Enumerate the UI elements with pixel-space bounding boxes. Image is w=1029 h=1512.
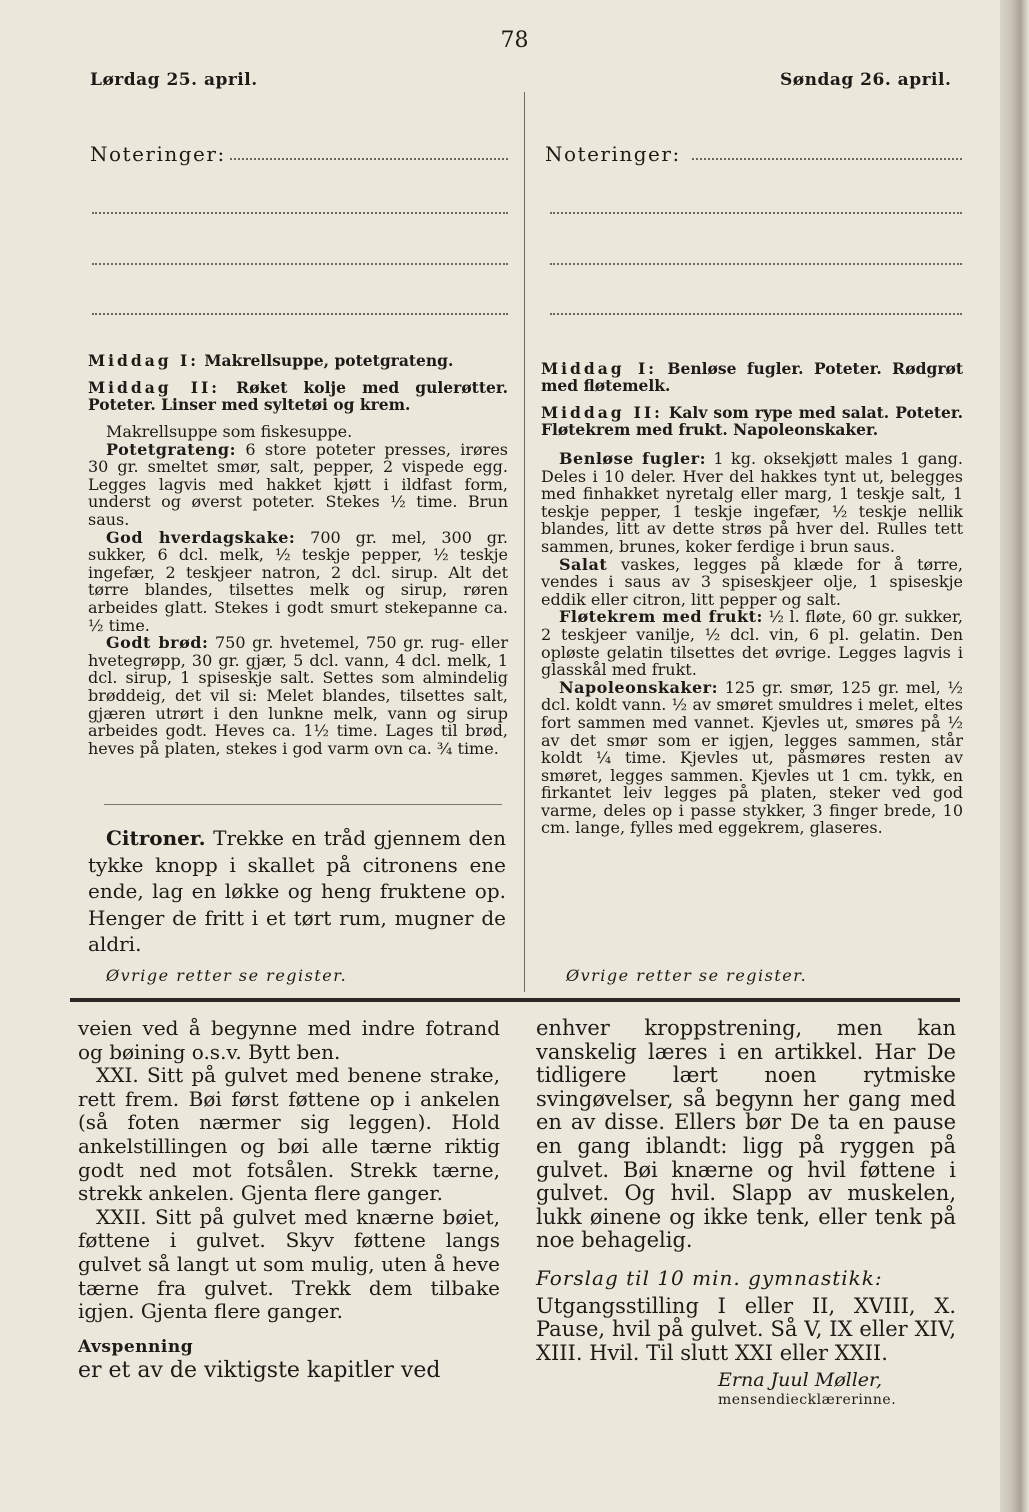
recipe-column-left bbox=[88, 352, 508, 757]
day-heading-right: Søndag 26. april. bbox=[780, 70, 952, 90]
tip-text: Trekke en tråd gjennem den tykke knopp i skallet på citronens ene ende, lag en løkke og heng fruktene op. Henger de fritt i et tørt rum, mugner de aldri. bbox=[88, 826, 507, 956]
recipe-paragraph: Potetgrateng: 6 store poteter presses, irøres 30 gr. smeltet smør, salt, pepper, 2 vispede egg. Legges lagvis med hakket kjøtt i ildfast form, underst og øverst poteter. Stekes ½ time. Brun saus. bbox=[88, 439, 508, 529]
notes-line bbox=[550, 212, 962, 214]
notes-label-right: Noteringer: bbox=[545, 142, 681, 166]
notes-line bbox=[92, 263, 508, 265]
tip-lead: Citroner. bbox=[106, 826, 206, 850]
article-paragraph: XXI. Sitt på gulvet med benene strake, rett frem. Bøi først føttene op i ankelen (så foten nærmer sig leggen). Hold ankelstillingen og bøi alle tærne riktig godt ned mot fotsålen. Strekk tærne, strekk ankelen. Gjenta flere ganger. bbox=[78, 1063, 500, 1206]
notes-line bbox=[92, 212, 508, 214]
recipe-paragraph: Godt brød: 750 gr. hvetemel, 750 gr. rug- eller hvetegrøpp, 30 gr. gjær, 5 dcl. vann, 4 dcl. melk, 1 dcl. sirup, 1 spiseskje salt. Settes som almindelig brøddeig, det vil si: Melet blandes, tilsettes salt, gjæren utrørt i den lunkne melk, vann og sirup arbeides godt. Heves ca. 1½ time. Lages til brød, heves på platen, stekes i god varm ovn ca. ¾ time. bbox=[88, 633, 508, 758]
notes-label-left: Noteringer: bbox=[90, 142, 226, 166]
article-paragraph: XXII. Sitt på gulvet med knærne bøiet, føttene i gulvet. Skyv føttene langs gulvet så langt ut som mulig, uten å heve tærne fra gulvet. Trekk dem tilbake igjen. Gjenta flere ganger. bbox=[78, 1204, 500, 1324]
article-paragraph: enhver kroppstrening, men kan vanskelig læres i en artikkel. Har De tidligere lært noen rytmiske svingøvelser, så begynn her gang med en av disse. Ellers bør De ta en pause en gang iblandt: ligg på ryggen på gulvet. Bøi knærne og hvil føttene i gulvet. Og hvil. Slapp av muskelen, lukk øinene og ikke tenk, eller tenk på noe behagelig. bbox=[536, 1016, 956, 1253]
day-heading-left: Lørdag 25. april. bbox=[90, 70, 258, 90]
menu-line: Middag I: Makrellsuppe, potetgrateng. bbox=[88, 351, 454, 370]
tip-box bbox=[88, 825, 506, 958]
menu-line: Middag I: Benløse fugler. Poteter. Rødgrøt med fløtemelk. bbox=[541, 359, 963, 395]
recipe-paragraph: Salat vaskes, legges på klæde for å tørre, vendes i saus av 3 spiseskjeer olje, 1 spiseskje eddik eller citron, litt pepper og salt. bbox=[541, 554, 964, 609]
recipe-paragraph: Fløtekrem med frukt: ½ l. fløte, 60 gr. sukker, 2 teskjeer vanilje, ½ dcl. vin, 6 pl. gelatin. Den opløste gelatin tilsettes det øvrige. Legges lagvis i glasskål med frukt. bbox=[541, 607, 963, 680]
article-column-right bbox=[536, 1017, 956, 1365]
notes-line bbox=[692, 158, 962, 160]
section-divider bbox=[104, 804, 502, 805]
author-signature: Erna Juul Møller, bbox=[718, 1369, 883, 1391]
article-column-left bbox=[78, 1017, 500, 1383]
menu-line: Middag II: Røket kolje med gulerøtter. Poteter. Linser med syltetøi og krem. bbox=[88, 378, 508, 414]
recipe-paragraph: Makrellsuppe som fiskesuppe. bbox=[106, 422, 353, 441]
section-heading: Avspenning bbox=[78, 1336, 194, 1357]
notes-line bbox=[230, 158, 508, 160]
recipe-column-right bbox=[541, 360, 963, 837]
article-paragraph: er et av de viktigste kapitler ved bbox=[78, 1358, 441, 1384]
article-divider bbox=[70, 998, 960, 1002]
notes-line bbox=[550, 263, 962, 265]
notes-line bbox=[92, 313, 508, 315]
column-divider bbox=[524, 92, 525, 992]
recipe-paragraph: Benløse fugler: 1 kg. oksekjøtt males 1 gang. Deles i 10 deler. Hver del hakkes tynt ut, belegges med finhakket nyretalg eller marg, 1 teskje salt, 1 teskje pepper, 1 teskje ingefær, ½ teskje nellik blandes, litt av dette strøs på hver del. Rulles tett sammen, brunes, koker ferdige i brun saus. bbox=[541, 449, 964, 556]
article-paragraph: veien ved å begynne med indre fotrand og bøining o.s.v. Bytt ben. bbox=[78, 1016, 500, 1064]
page-number: 78 bbox=[500, 28, 529, 53]
exercise-plan-heading: Forslag til 10 min. gymnastikk: bbox=[536, 1265, 883, 1290]
menu-line: Middag II: Kalv som rype med salat. Poteter. Fløtekrem med frukt. Napoleonskaker. bbox=[541, 403, 963, 439]
notes-line bbox=[550, 313, 962, 315]
register-note-right: Øvrige retter se register. bbox=[566, 966, 808, 985]
exercise-plan-text: Utgangsstilling I eller II, XVIII, X. Pause, hvil på gulvet. Så V, IX eller XIV, XIII. Hvil. Til slutt XXI eller XXII. bbox=[536, 1293, 956, 1365]
recipe-paragraph: Napoleonskaker: 125 gr. smør, 125 gr. mel, ½ dcl. koldt vann. ½ av smøret smuldres i melet, eltes fort sammen med vannet. Kjevles ut, smøres på ½ av det smør som er igjen, legges sammen, står koldt ¼ time. Kjevles ut, påsmøres resten av smøret, legges sammen. Kjevles ut 1 cm. tykk, en firkantet leiv legges på platen, steker ved god varme, deles op i passe stykker, 3 finger brede, 10 cm. lange, fylles med eggekrem, glaseres. bbox=[541, 677, 964, 838]
recipe-paragraph: God hverdagskake: 700 gr. mel, 300 gr. sukker, 6 dcl. melk, ½ teskje pepper, ½ teskje ingefær, 2 teskjeer natron, 2 dcl. sirup. Alt det tørre blandes, tilsettes melk og sirup, røren arbeides glatt. Stekes i godt smurt stekepanne ca. ½ time. bbox=[88, 527, 508, 635]
page-edge bbox=[1000, 0, 1029, 1512]
register-note-left: Øvrige retter se register. bbox=[106, 966, 348, 985]
author-title: mensendiecklærerinne. bbox=[718, 1392, 897, 1408]
